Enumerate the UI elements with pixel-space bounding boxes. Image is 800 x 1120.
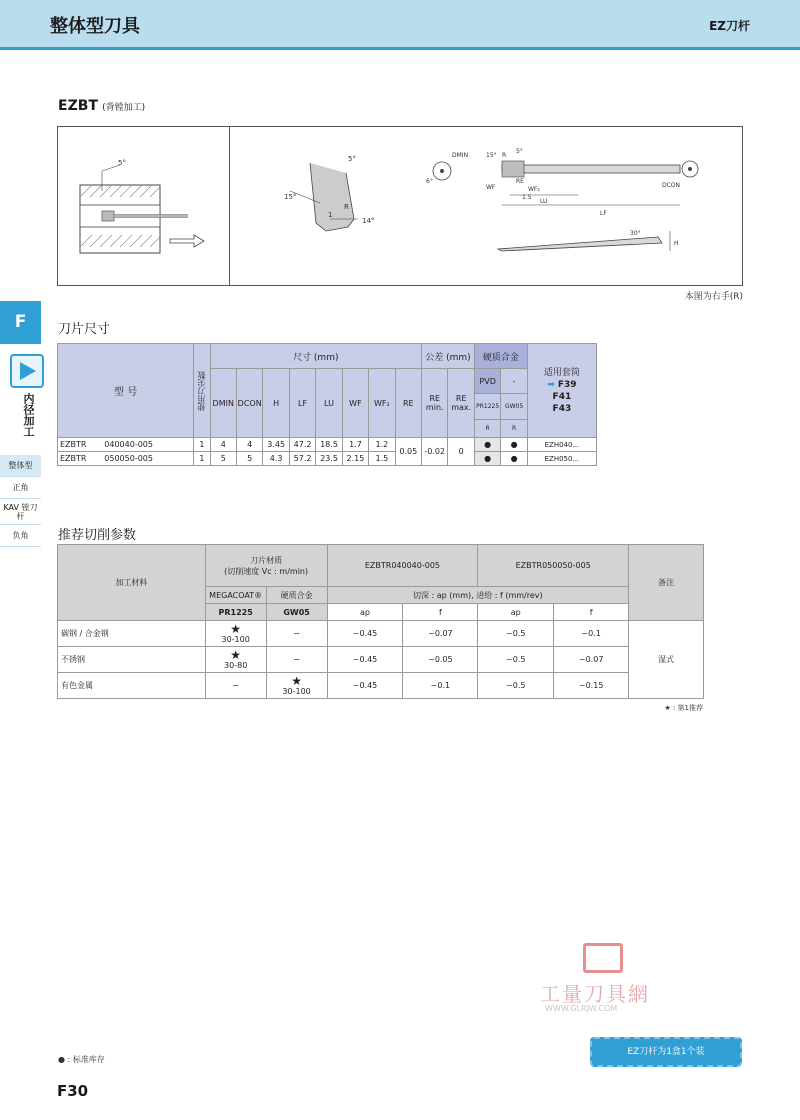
f-label: f (554, 604, 629, 621)
grade-gw05: GW05 (501, 394, 527, 420)
col-re-min: RE min. (422, 369, 448, 438)
ap-cell: ~0.5 (478, 673, 554, 699)
angle-label: 5° (348, 155, 356, 163)
sleeve-f43[interactable]: F43 (552, 403, 572, 414)
sleeve-f39[interactable]: ➡ F39 (547, 379, 577, 390)
col-re-max: RE max. (448, 369, 474, 438)
stock-footnote: ● : 标准库存 (58, 1055, 105, 1064)
stock-dot: ● (501, 452, 527, 466)
page-header (0, 0, 800, 50)
pr1225-label: PR1225 (205, 604, 266, 621)
grade-pr1225: PR1225 (474, 394, 500, 420)
angle-label: 14° (362, 217, 375, 225)
cutting-table (57, 544, 704, 699)
f-cell: ~0.07 (554, 647, 629, 673)
dimensions-table (57, 343, 597, 466)
dcon-cell: 4 (236, 438, 262, 452)
wf2-cell: 1.2 (369, 438, 395, 452)
f-cell: ~0.1 (554, 621, 629, 647)
angle-label: 15° (486, 152, 497, 159)
ap-cell: ~0.5 (478, 621, 554, 647)
cutting-title: 推荐切削参数 (58, 528, 137, 543)
col-grade: 刀片材质 (切削速度 Vc : m/min) (205, 545, 327, 587)
gw05-cell: − (266, 621, 327, 647)
table-row (58, 438, 597, 452)
nav-item-positive[interactable]: 正角 (0, 477, 41, 499)
sleeve-f41[interactable]: F41 (552, 391, 572, 402)
f-label: f (403, 604, 478, 621)
page-title: 整体型刀具 (50, 16, 140, 37)
gw05-label: GW05 (266, 604, 327, 621)
h-cell: 3.45 (263, 438, 289, 452)
sleeve-cell[interactable]: EZH050... (527, 452, 596, 466)
wf2-cell: 1.5 (369, 452, 395, 466)
dmin-cell: 5 (210, 452, 236, 466)
section-tab-f[interactable]: F (0, 301, 41, 344)
dimensions-title: 刀片尺寸 (58, 322, 111, 337)
angle-label: 15° (284, 193, 297, 201)
col-model2: EZBTR050050-005 (478, 545, 629, 587)
table-row (58, 647, 704, 673)
sleeve-cell[interactable]: EZH040... (527, 438, 596, 452)
lu-label: LU (540, 198, 548, 205)
h-cell: 4.3 (263, 452, 289, 466)
stock-dot: ● (474, 452, 500, 466)
watermark-logo-icon (583, 943, 623, 973)
ap-label: ap (327, 604, 403, 621)
category-label: EZ刀杆 (709, 19, 750, 33)
lf-cell: 57.2 (289, 452, 315, 466)
re-cell: 0.05 (395, 438, 421, 466)
angle-label: 30° (630, 230, 641, 237)
note-cell: 湿式 (629, 621, 704, 699)
col-lf: LF (289, 369, 315, 438)
edge-detail-diagram (284, 155, 374, 231)
radius-label: R (502, 152, 507, 159)
nav-item-solid[interactable]: 整体型 (0, 455, 41, 477)
f-cell: ~0.15 (554, 673, 629, 699)
angle-label: 5° (118, 159, 126, 167)
f-cell: ~0.1 (403, 673, 478, 699)
col-dcon: DCON (236, 369, 262, 438)
ezbt-heading (58, 98, 145, 114)
wf-label: WF (486, 184, 496, 191)
stock-dot: ● (501, 438, 527, 452)
hand-r: R (474, 420, 500, 438)
lu-cell: 18.5 (316, 438, 342, 452)
col-re: RE (395, 369, 421, 438)
nav-item-kav[interactable]: KAV 镗刀杆 (0, 499, 41, 525)
re-min-cell: -0.02 (422, 438, 448, 466)
col-dmin: DMIN (210, 369, 236, 438)
f-cell: ~0.05 (403, 647, 478, 673)
dcon-cell: 5 (236, 452, 262, 466)
material-cell: 碳钢 / 合金钢 (58, 621, 206, 647)
nav-item-negative[interactable]: 负角 (0, 525, 41, 547)
ap-cell: ~0.45 (327, 673, 403, 699)
pack-info-button[interactable]: EZ刀杆为1盒1个装 (590, 1037, 742, 1067)
sleeve-label: 适用套筒 (543, 367, 580, 378)
dmin-label: DMIN (452, 152, 469, 159)
h-label: H (674, 240, 679, 247)
hand-r: R (501, 420, 527, 438)
re-label: RE (516, 178, 524, 185)
wf-cell: 1.7 (342, 438, 368, 452)
category-vertical-label: 内径加工 (22, 393, 35, 437)
edges-cell: 1 (194, 452, 210, 466)
model-cell[interactable]: EZBTR 050050-005 (58, 452, 194, 466)
pr1225-cell: − (205, 673, 266, 699)
col-sleeve (527, 344, 596, 438)
table-row (58, 673, 704, 699)
table-row (58, 621, 704, 647)
depth-feed-label: 切深 : ap (mm), 进给 : f (mm/rev) (327, 587, 629, 604)
col-pvd: PVD (474, 369, 500, 394)
workpiece-diagram (80, 159, 204, 253)
col-h: H (263, 369, 289, 438)
col-material: 加工材料 (58, 545, 206, 621)
ap-cell: ~0.45 (327, 647, 403, 673)
gw05-cell: − (266, 647, 327, 673)
radius-label: R (344, 203, 349, 211)
dimension-label: 1.5 (522, 194, 532, 201)
lf-label: LF (600, 210, 607, 217)
lf-cell: 47.2 (289, 438, 315, 452)
col-tolerance: 公差 (mm) (422, 344, 475, 369)
drawing-caption: 本图为右手(R) (684, 292, 743, 302)
ap-label: ap (478, 604, 554, 621)
material-cell: 有色金属 (58, 673, 206, 699)
ezbt-subtitle: (背镗加工) (102, 103, 146, 113)
col-wf: WF (342, 369, 368, 438)
tool-views-diagram (426, 148, 698, 251)
col-dash: - (501, 369, 527, 394)
model-cell[interactable]: EZBTR 040040-005 (58, 438, 194, 452)
material-cell: 不锈钢 (58, 647, 206, 673)
col-model1: EZBTR040040-005 (327, 545, 478, 587)
dimension-label: 1 (328, 211, 333, 219)
megacoat-label: MEGACOAT® (205, 587, 266, 604)
dmin-cell: 4 (210, 438, 236, 452)
drawing-svg (58, 127, 744, 285)
f-cell: ~0.07 (403, 621, 478, 647)
gw05-cell: ★ 30-100 (266, 673, 327, 699)
col-model: 型 号 (58, 344, 194, 438)
ezbt-name: EZBT (58, 98, 98, 114)
lu-cell: 23.5 (316, 452, 342, 466)
boring-icon (10, 354, 44, 388)
col-size: 尺寸 (mm) (210, 344, 422, 369)
watermark-url: WWW.GLRJW.COM (545, 1004, 618, 1013)
dcon-label: DCON (662, 182, 681, 189)
angle-label: 6° (426, 178, 433, 185)
pr1225-cell: ★ 30-100 (205, 621, 266, 647)
pr1225-cell: ★ 30-80 (205, 647, 266, 673)
wf2-label: WF₂ (528, 186, 540, 193)
stock-dot: ● (474, 438, 500, 452)
recommendation-note: ★ : 第1推荐 (664, 704, 703, 712)
side-nav (0, 455, 41, 547)
col-wf2: WF₂ (369, 369, 395, 438)
table-row (58, 452, 597, 466)
col-edges: 使用刀尖数 (194, 344, 210, 438)
page-number: F30 (57, 1082, 89, 1100)
col-note: 备注 (629, 545, 704, 621)
col-lu: LU (316, 369, 342, 438)
wf-cell: 2.15 (342, 452, 368, 466)
carbide-label: 硬质合金 (266, 587, 327, 604)
col-carbide: 硬质合金 (474, 344, 527, 369)
watermark-text: 工量刀具網 (540, 982, 650, 1006)
technical-drawing (57, 126, 743, 286)
angle-label: 5° (516, 148, 523, 155)
re-max-cell: 0 (448, 438, 474, 466)
ap-cell: ~0.45 (327, 621, 403, 647)
ap-cell: ~0.5 (478, 647, 554, 673)
edges-cell: 1 (194, 438, 210, 452)
